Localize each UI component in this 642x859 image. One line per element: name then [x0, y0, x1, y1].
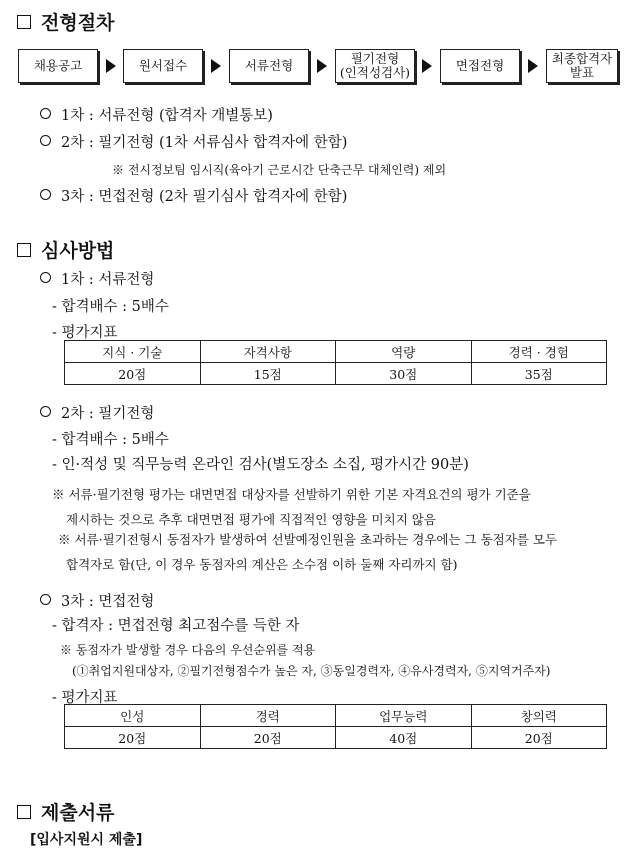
circle-bullet-icon: [40, 108, 51, 119]
method-doc-index-label: - 평가지표: [52, 325, 118, 341]
table-cell: 20점: [200, 727, 336, 749]
method-doc-multiple: - 합격배수 : 5배수: [52, 299, 169, 315]
table-header-cell: 경력: [200, 705, 336, 727]
arrow-right-icon: [528, 59, 538, 73]
table-cell: 15점: [200, 363, 336, 385]
table-cell: 20점: [65, 727, 201, 749]
table-row: [65, 727, 607, 749]
method-interview-tie-note: ※ 동점자가 발생할 경우 다음의 우선순위를 적용: [60, 643, 316, 657]
table-header-cell: 인성: [65, 705, 201, 727]
method-interview-index-label: - 평가지표: [52, 690, 118, 706]
method-written-multiple: - 합격배수 : 5배수: [52, 432, 169, 448]
table-header-row: [65, 341, 607, 363]
table-header-cell: 역량: [336, 341, 472, 363]
section-heading-documents: 제출서류: [17, 798, 114, 825]
circle-bullet-icon: [40, 189, 51, 200]
doc-evaluation-table: [64, 340, 607, 385]
flow-step-interview: 면접전형: [440, 49, 520, 83]
circle-bullet-icon: [40, 135, 51, 146]
flow-step-application: 원서접수: [123, 49, 203, 83]
table-header-cell: 자격사항: [200, 341, 336, 363]
circle-bullet-icon: [40, 272, 51, 283]
method-written-title: 2차 : 필기전형: [40, 402, 154, 423]
table-header-cell: 지식 · 기술: [65, 341, 201, 363]
square-bullet-icon: [17, 243, 31, 257]
documents-subtitle: [입사지원시 제출]: [30, 832, 143, 848]
square-bullet-icon: [17, 15, 31, 29]
method-written-note-1: ※ 서류·필기전형 평가는 대면면접 대상자를 선발하기 위한 기본 자격요건의 평가 기준을 제시하는 것으로 추후 대면면접 평가에 직접적인 영향을 미치지 않음: [52, 487, 531, 527]
procedure-step-1: 1차 : 서류전형 (합격자 개별통보): [40, 104, 273, 125]
arrow-right-icon: [317, 59, 327, 73]
arrow-right-icon: [106, 59, 116, 73]
interview-evaluation-table: [64, 704, 607, 749]
table-cell: 35점: [471, 363, 607, 385]
table-header-cell: 경력 · 경험: [471, 341, 607, 363]
method-interview-title: 3차 : 면접전형: [40, 590, 154, 611]
flow-step-final: 최종합격자 발표: [546, 49, 618, 83]
method-interview-tie-order: (①취업지원대상자, ②필기전형점수가 높은 자, ③동일경력자, ④유사경력자, ⑤지역거주자): [72, 664, 551, 678]
square-bullet-icon: [17, 805, 31, 819]
table-cell: 20점: [65, 363, 201, 385]
flow-step-announcement: 채용공고: [18, 49, 98, 83]
table-cell: 20점: [471, 727, 607, 749]
table-cell: 40점: [336, 727, 472, 749]
table-header-cell: 창의력: [471, 705, 607, 727]
table-header-row: [65, 705, 607, 727]
section-heading-procedure: 전형절차: [17, 8, 114, 35]
procedure-step-2-note: ※ 전시정보팀 임시직(육아기 근로시간 단축근무 대체인력) 제외: [112, 163, 447, 177]
circle-bullet-icon: [40, 594, 51, 605]
circle-bullet-icon: [40, 406, 51, 417]
method-written-test: - 인·적성 및 직무능력 온라인 검사(별도장소 소집, 평가시간 90분): [52, 457, 469, 473]
arrow-right-icon: [211, 59, 221, 73]
table-cell: 30점: [336, 363, 472, 385]
section-heading-method: 심사방법: [17, 236, 114, 263]
table-header-cell: 업무능력: [336, 705, 472, 727]
method-doc-title: 1차 : 서류전형: [40, 268, 154, 289]
procedure-step-3: 3차 : 면접전형 (2차 필기심사 합격자에 한함): [40, 185, 347, 206]
table-row: [65, 363, 607, 385]
method-interview-passer: - 합격자 : 면접전형 최고점수를 득한 자: [52, 618, 300, 634]
flow-step-written: 필기전형 (인적성검사): [335, 49, 415, 83]
method-written-note-2: ※ 서류·필기전형시 동점자가 발생하여 선발예정인원을 초과하는 경우에는 그 동점자를 모두 합격자로 함(단, 이 경우 동점자의 계산은 소수점 이하 둘째 자리까지 함): [58, 532, 558, 572]
flow-step-document: 서류전형: [229, 49, 309, 83]
procedure-step-2: 2차 : 필기전형 (1차 서류심사 합격자에 한함): [40, 131, 347, 152]
arrow-right-icon: [422, 59, 432, 73]
